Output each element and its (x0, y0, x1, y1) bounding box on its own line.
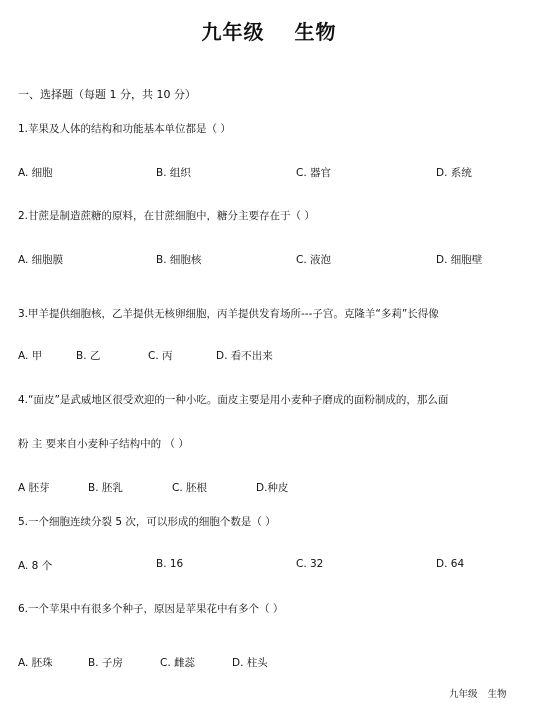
question-4-option-c: C. 胚根 (172, 482, 208, 494)
question-2-option-a: A. 细胞膜 (18, 254, 64, 266)
question-2-stem: 2.甘蔗是制造蔗糖的原料，在甘蔗细胞中，糖分主要存在于（ ） (18, 210, 315, 222)
question-4-stem: 4.“面皮”是武威地区很受欢迎的一种小吃。面皮主要是用小麦种子磨成的面粉制成的，那么面 (18, 394, 449, 406)
question-1-option-b: B. 组织 (156, 167, 191, 179)
question-1-option-d: D. 系统 (436, 167, 472, 179)
question-1-option-c: C. 器官 (296, 167, 332, 179)
question-3-option-c: C. 丙 (148, 350, 173, 362)
question-3-option-b: B. 乙 (76, 350, 101, 362)
question-4-option-d: D.种皮 (256, 482, 289, 494)
page-footer (449, 686, 507, 700)
section-heading: 一、选择题（每题 1 分，共 10 分） (18, 88, 196, 101)
question-2-option-d: D. 细胞壁 (436, 254, 483, 266)
question-6-option-d: D. 柱头 (232, 657, 268, 669)
question-5-option-a: A. 8 个 (18, 560, 53, 572)
question-3-option-a: A. 甲 (18, 350, 43, 362)
title-subject: 生物 (294, 20, 337, 44)
question-2-option-b: B. 细胞核 (156, 254, 202, 266)
question-4-option-b: B. 胚乳 (88, 482, 123, 494)
question-4-option-a: A 胚芽 (18, 482, 50, 494)
question-6-option-a: A. 胚珠 (18, 657, 53, 669)
footer-subject: 生物 (487, 689, 507, 700)
question-1-option-a: A. 细胞 (18, 167, 53, 179)
question-1-stem: 1.苹果及人体的结构和功能基本单位都是（ ） (18, 123, 231, 135)
question-5-option-d: D. 64 (436, 558, 465, 570)
question-2-option-c: C. 液泡 (296, 254, 332, 266)
question-5-stem: 5.一个细胞连续分裂 5 次，可以形成的细胞个数是（ ） (18, 516, 276, 528)
page-title (0, 16, 538, 45)
footer-grade: 九年级 (449, 689, 478, 700)
question-3-stem: 3.甲羊提供细胞核，乙羊提供无核卵细胞，丙羊提供发育场所---子宫。克隆羊“多莉”长得像 (18, 308, 439, 320)
question-5-option-b: B. 16 (156, 558, 184, 570)
question-6-stem: 6.一个苹果中有很多个种子，原因是苹果花中有多个（ ） (18, 603, 284, 615)
title-grade: 九年级 (201, 20, 265, 44)
question-4-stem-continued: 粉 主 要来自小麦种子结构中的 （ ） (18, 438, 189, 450)
question-3-option-d: D. 看不出来 (216, 350, 273, 362)
question-5-option-c: C. 32 (296, 558, 324, 570)
question-6-option-b: B. 子房 (88, 657, 123, 669)
question-6-option-c: C. 雌蕊 (160, 657, 196, 669)
